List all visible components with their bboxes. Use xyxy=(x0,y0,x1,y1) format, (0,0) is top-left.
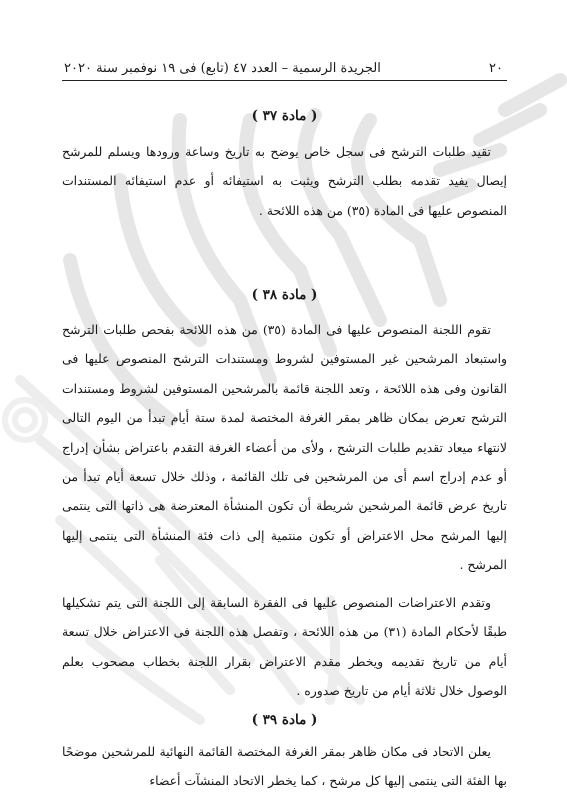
article-37-title: ( مادة ٣٧ ) xyxy=(251,108,318,124)
article-38-paragraph-2: وتقدم الاعتراضات المنصوص عليها فى الفقرة السابقة إلى اللجنة التى يتم تشكيلها طبقًا لأحكام المادة (٣١) من هذه اللائحة ، وتفصل هذه اللجنة فى الاعتراض خلال تسعة أيام من تاريخ تقديمه ويخطر مقدم الاعتراض بقرار اللجنة بخطاب مصحوب بعلم الوصول خلال ثلاثة أيام من تاريخ صدوره . xyxy=(62,595,507,699)
header-divider xyxy=(62,80,507,81)
article-38-paragraph-1: تقوم اللجنة المنصوص عليها فى المادة (٣٥) من هذه اللائحة بفحص طلبات الترشح واستبعاد المرشحين غير المستوفين لشروط ومستندات الترشح المنصوص عليها فى القانون وفى هذه اللائحة ، وتعد اللجنة قائمة بالمرشحين المستوفين لشروط ومستندات الترشح تعرض بمكان ظاهر بمقر الغرفة المختصة لمدة ستة أيام تبدأ من اليوم التالى لانتهاء ميعاد تقديم طلبات الترشح ، ولأى من أعضاء الغرفة التقدم باعتراض بشأن إدراج أو عدم إدراج اسم أى من المرشحين فى تلك القائمة ، وذلك خلال تسعة أيام تبدأ من تاريخ عرض قائمة المرشحين شريطة أن تكون المنشأة المعترضة هى ذاتها التى ينتمى إليها المرشح محل الاعتراض أو تكون منتمية إلى ذات فئة المنشأة التى ينتمى إليها المرشح . xyxy=(62,322,507,573)
article-37-paragraph: تقيد طلبات الترشح فى سجل خاص يوضح به تاريخ وساعة ورودها ويسلم للمرشح إيصال يفيد تقدمه بطلب الترشح ويثبت به استيفائه أو عدم استيفائه المستندات المنصوص عليها فى المادة (٣٥) من هذه اللائحة . xyxy=(62,144,507,218)
publication-info: الجريدة الرسمية – العدد ٤٧ (تابع) فى ١٩ نوفمبر سنة ٢٠٢٠ xyxy=(64,60,381,76)
document-page xyxy=(62,58,507,789)
page-header xyxy=(62,58,507,78)
article-38-title: ( مادة ٣٨ ) xyxy=(251,287,318,303)
page-number: ٢٠ xyxy=(489,60,503,76)
article-39-title: ( مادة ٣٩ ) xyxy=(251,712,318,728)
article-39-paragraph: يعلن الاتحاد فى مكان ظاهر بمقر الغرفة المختصة القائمة النهائية للمرشحين موضحًا بها الفئة التى ينتمى إليها كل مرشح ، كما يخطر الاتحاد المنشآت أعضاء xyxy=(62,744,507,789)
